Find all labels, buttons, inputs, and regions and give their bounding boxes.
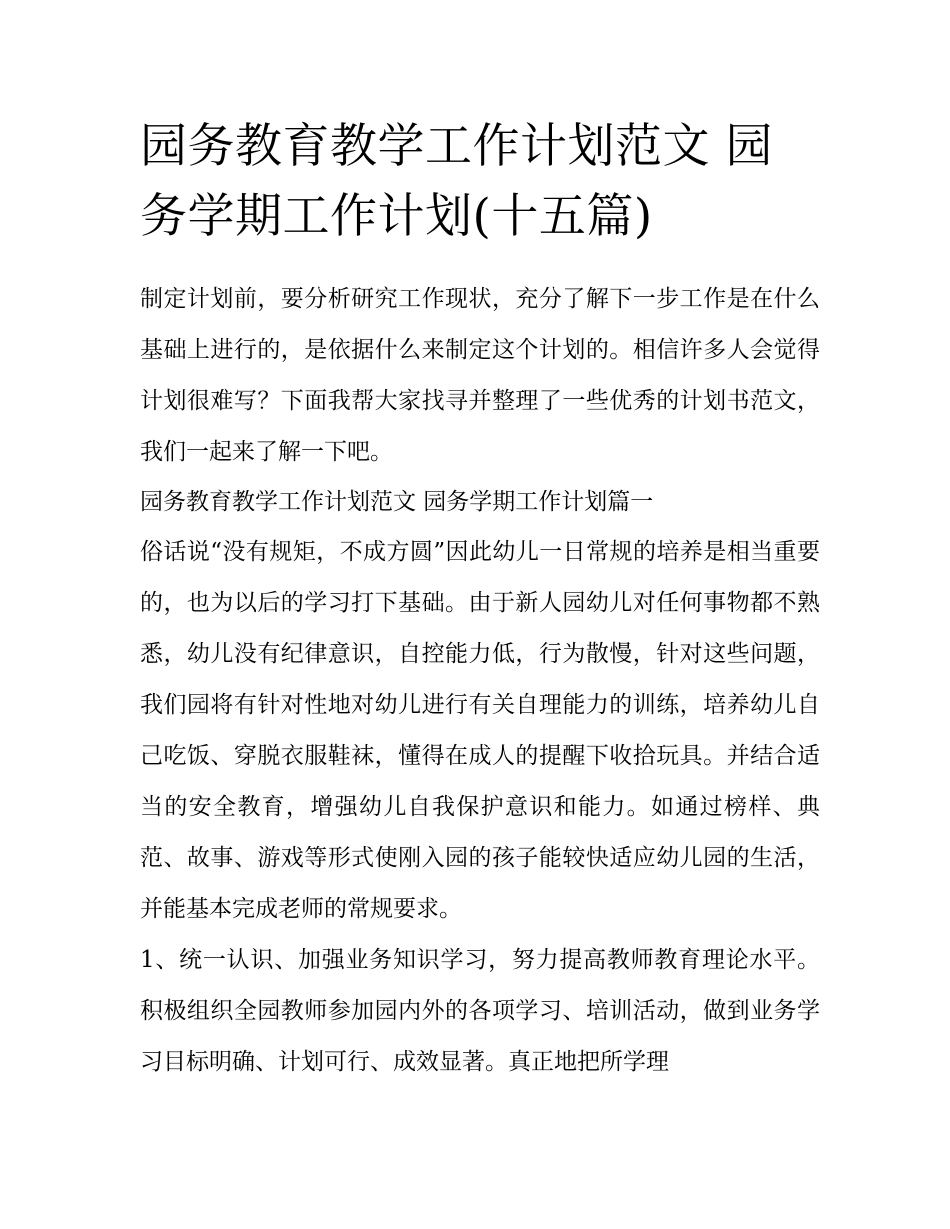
document-body [140,112,820,1088]
document-title: 园务教育教学工作计划范文 园务学期工作计划(十五篇) [140,119,773,244]
body-paragraph-1: 俗话说“没有规矩，不成方圆”因此幼儿一日常规的培养是相当重要的，也为以后的学习打下基础。由于新人园幼儿对任何事物都不熟悉，幼儿没有纪律意识，自控能力低，行为散慢，针对这些问题，我们园将有针对性地对幼儿进行有关自理能力的训练，培养幼儿自己吃饭、穿脱衣服鞋袜，懂得在成人的提醒下收拾玩具。并结合适当的安全教育，增强幼儿自我保护意识和能力。如通过榜样、典范、故事、游戏等形式使刚入园的孩子能较快适应幼儿园的生活，并能基本完成老师的常规要求。 [140,539,820,922]
section-heading: 园务教育教学工作计划范文 园务学期工作计划篇一 [140,489,654,515]
body-paragraph-2: 1、统一认识、加强业务知识学习，努力提高教师教育理论水平。积极组织全园教师参加园内外的各项学习、培训活动，做到业务学习目标明确、计划可行、成效显著。真正地把所学理 [140,947,820,1075]
intro-paragraph: 制定计划前，要分析研究工作现状，充分了解下一步工作是在什么基础上进行的，是依据什么来制定这个计划的。相信许多人会觉得计划很难写？下面我帮大家找寻并整理了一些优秀的计划书范文，我们一起来了解一下吧。 [140,286,820,465]
